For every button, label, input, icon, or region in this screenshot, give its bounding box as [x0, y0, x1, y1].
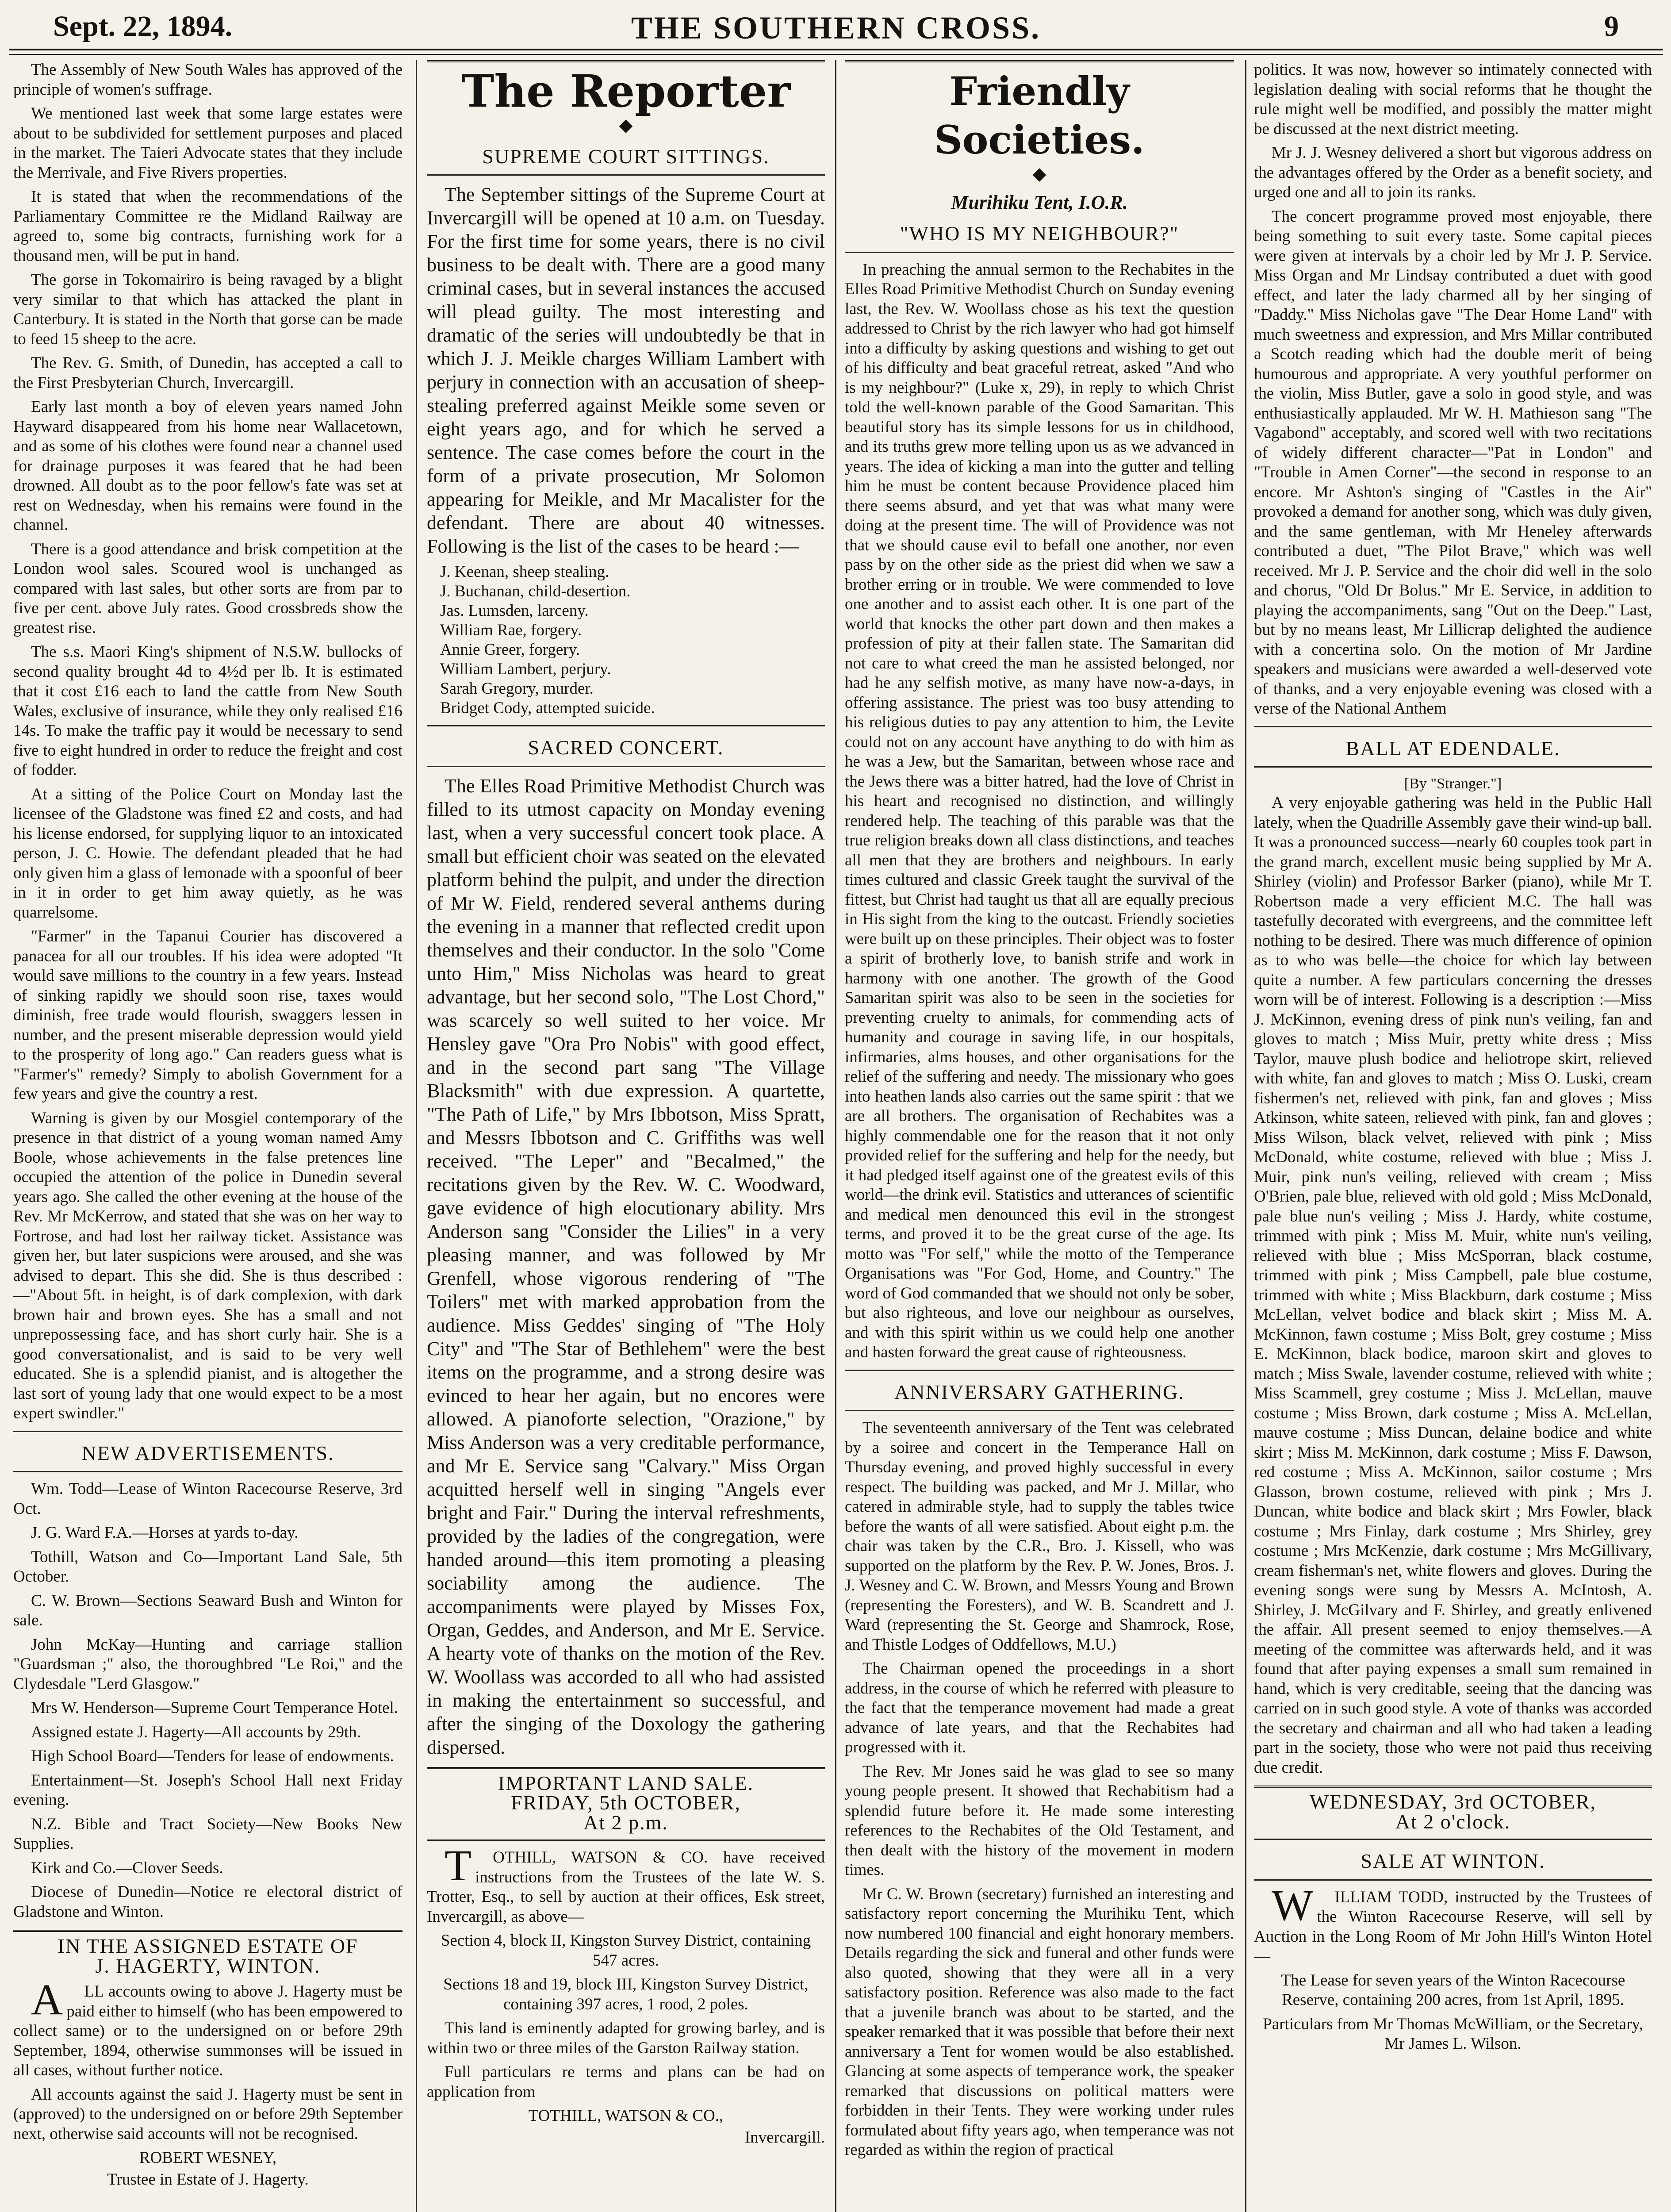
section-rule: [1254, 1786, 1652, 1788]
section-rule: [845, 1370, 1234, 1371]
section-rule: [1254, 1839, 1652, 1840]
column-4: [1254, 60, 1652, 2212]
estate-paragraph: All accounts against the said J. Hagerty must be sent in (approved) to the undersigned on or before 29th September next, otherwise said accounts will not be recognised.: [13, 2085, 402, 2143]
newspaper-title: THE SOUTHERN CROSS.: [631, 10, 1041, 46]
section-rule: [845, 60, 1234, 62]
notice-time: At 2 o'clock.: [1395, 1810, 1511, 1833]
section-rule: [13, 1930, 402, 1932]
concert-paragraph: The Elles Road Primitive Methodist Church was filled to its utmost capacity on Monday evening last, when a very successful concert took place. A small but efficient choir was seated on the elevated platform behind the pulpit, and under the direction of Mr W. Field, rendered several anthems during the evening in a manner that reflected credit upon themselves and their conductor. In the solo "Come unto Him," Miss Nicholas was heard to great advantage, but her second solo, "The Lost Chord," was scarcely so well suited to her voice. Mr Hensley gave "Ora Pro Nobis" with good effect, and in the second part sang "The Village Blacksmith" with due expression. A quartette, "The Path of Life," by Mrs Ibbotson, Miss Spratt, and Messrs Ibbotson and C. Griffiths was well received. "The Leper" and "Becalmed," the recitations given by the Rev. W. C. Woodward, gave evidence of high elocutionary ability. Mrs Anderson sang "Consider the Lilies" in a very pleasing manner, and was followed by Mr Grenfell, whose vigorous rendering of "The Toilers" met with marked approbation from the audience. Miss Geddes' singing of "The Holy City" and "The Star of Bethlehem" were the best items on the programme, and a strong desire was evinced to hear her again, but no encores were allowed. A pianoforte selection, "Orazione," by Miss Anderson was a very creditable performance, and Mr E. Service sang "Calvary." Miss Organ acquitted herself well in singing "Angels ever bright and Fair." During the interval refreshments, provided by the ladies of the congregation, were handed around—this item promoting a pleasing sociability among the audience. The accompaniments were played by Misses Fox, Organ, Geddes, and Anderson, and Mr E. Service. A hearty vote of thanks on the motion of the Rev. W. Woollass was accorded to all who had assisted in making the entertainment so successful, and after the singing of the Doxology the gathering dispersed.: [427, 775, 825, 1758]
ball-byline: [By "Stranger."]: [1404, 776, 1502, 792]
concert-heading: SACRED CONCERT.: [528, 736, 724, 759]
friendly-societies-heading: Friendly Societies.: [934, 68, 1145, 163]
news-paragraph: It is stated that when the recommendations of the Parliamentary Committee re the Midland Railway are agreed to, some big contracts, furnishing work for a thousand men, will be put in hand.: [13, 188, 402, 265]
case-item: Jas. Lumsden, larceny.: [440, 602, 589, 620]
land-sale-paragraph: TOTHILL, WATSON & CO. have received instructions from the Trustees of the late W. S. Trotter, Esq., to sell by auction at their offices, Esk street, Invercargill, as above—: [427, 1841, 825, 1926]
masthead-rule: [9, 49, 1663, 55]
news-paragraph: "Farmer" in the Tapanui Courier has discovered a panacea for all our troubles. If his idea were adopted "It would save millions to the country in a few years. Instead of sinking rapidly we should soon rise, taxes would diminish, free trade would flourish, swaggers lessen in number, and the present miserable depression would yield to the prosperity of long ago." Can readers guess what is "Farmer's" remedy? Simply to abolish Government for a few years and give the country a rest.: [13, 927, 402, 1103]
ad-item: J. G. Ward F.A.—Horses at yards to-day.: [31, 1524, 299, 1542]
land-sale-item: Sections 18 and 19, block III, Kingston Survey District, containing 397 acres, 1 rood, 2 poles.: [443, 1975, 809, 2013]
section-rule: [427, 1839, 825, 1841]
ad-item: C. W. Brown—Sections Seaward Bush and Winton for sale.: [13, 1591, 402, 1629]
ad-item: Entertainment—St. Joseph's School Hall next Friday evening.: [13, 1771, 402, 1809]
ad-item: Kirk and Co.—Clover Seeds.: [31, 1859, 223, 1877]
land-sale-signature-place: Invercargill.: [744, 2128, 825, 2147]
land-sale-paragraph: Full particulars re terms and plans can be had on application from: [427, 2063, 825, 2101]
section-rule: [845, 1410, 1234, 1411]
land-sale-item: Section 4, block II, Kingston Survey District, containing 547 acres.: [441, 1932, 811, 1970]
ad-item: Wm. Todd—Lease of Winton Racecourse Reserve, 3rd Oct.: [13, 1480, 402, 1518]
case-item: J. Keenan, sheep stealing.: [440, 563, 609, 581]
column-divider: [416, 60, 417, 2212]
section-rule: [427, 60, 825, 62]
section-rule: [1254, 726, 1652, 727]
news-paragraph: At a sitting of the Police Court on Monday last the licensee of the Gladstone was fined £2 and costs, and had his license endorsed, for supplying liquor to an intoxicated person, J. C. Howie. The defendant pleaded that he had only given him a glass of lemonade with a spoonful of beer in it in order to get him away quietly, as he was quarrelsome.: [13, 785, 402, 922]
case-item: J. Buchanan, child-desertion.: [440, 582, 631, 600]
ad-item: Assigned estate J. Hagerty—All accounts by 29th.: [31, 1723, 361, 1741]
estate-signature-title: Trustee in Estate of J. Hagerty.: [107, 2170, 309, 2189]
land-sale-date: FRIDAY, 5th OCTOBER,: [511, 1791, 741, 1814]
case-item: William Rae, forgery.: [440, 621, 582, 639]
notice-paragraph: WILLIAM TODD, instructed by the Trustees of the Winton Racecourse Reserve, will sell by Auction in the Long Room of Mr John Hill's Winton Hotel—: [1254, 1880, 1652, 1965]
section-rule: [427, 725, 825, 726]
section-rule: [427, 1767, 825, 1769]
section-rule: [1254, 1879, 1652, 1881]
notice-paragraph: Particulars from Mr Thomas McWilliam, or the Secretary, Mr James L. Wilson.: [1263, 2015, 1643, 2053]
ad-item: High School Board—Tenders for lease of endowments.: [31, 1747, 394, 1765]
case-item: Annie Greer, forgery.: [440, 641, 580, 659]
tent-subheading: Murihiku Tent, I.O.R.: [951, 191, 1128, 213]
news-paragraph: The Rev. G. Smith, of Dunedin, has accepted a call to the First Presbyterian Church, Invercargill.: [13, 354, 402, 392]
section-rule: [1254, 766, 1652, 768]
land-sale-signature: TOTHILL, WATSON & CO.,: [528, 2107, 724, 2125]
section-rule: [427, 766, 825, 767]
anniversary-heading: ANNIVERSARY GATHERING.: [894, 1380, 1184, 1403]
section-rule: [13, 1431, 402, 1432]
ad-item: N.Z. Bible and Tract Society—New Books New Supplies.: [13, 1815, 402, 1853]
sermon-paragraph: In preaching the annual sermon to the Rechabites in the Elles Road Primitive Methodist Church on Sunday evening last, the Rev. W. Woollass chose as his text the question addressed to Christ by the rich lawyer who had got himself into a difficulty by asking questions and wishing to get out of his difficulty and beat graceful retreat, asked "And who is my neighbour?" (Luke x, 29), in reply to which Christ told the well-known parable of the Good Samaritan. This beautiful story has its simple lessons for us in childhood, and its truths grew more telling upon us as we advanced in years. The idea of kicking a man into the gutter and telling him he must be content because Providence placed him there seems absurd, and yet that was what many were doing at the present time. The will of Providence was not that we should cause evil to befall one another, nor even pass by on the other side as the priest did when we saw a brother erring or in trouble. We were commended to love one another and to assist each other. It is one part of the world that knocks the other part down and then makes a profession of pity at their fallen state. The Samaritan did not care to what creed the man he assisted belonged, nor had he any selfish motive, as many have now-a-days, in offering assistance. The priest was too busy attending to his religious duties to pay any attention to him, the Levite could not on any account have anything to do with him as he was a Jew, but the Samaritan, between whose race and the Jews there was a bitter hatred, had the love of Christ in his heart and recognised no distinction, and willingly rendered help. The teaching of this parable was that the true religion breaks down all class distinctions, and teaches all men that they are brothers and neighbours. In early times cultured and classic Greek taught the survival of the fittest, but Christ had taught us that all are equally precious in His sight from the king to the outcast. Friendly societies were built up on these principles. Their object was to foster a spirit of brotherly love, to banish strife and work in harmony with one another. The growth of the Good Samaritan spirit was also to be seen in the societies for preventing cruelty to animals, for commending acts of humanity and courage in saving life, in our hospitals, infirmaries, alms houses, and other organisations for the relief of the suffering and needy. The missionary who goes into heathen lands also carries out the same spirit : that we are all brothers. The organisation of Rechabites was a highly commendable one for the reason that it not only provided relief for the suffering and help for the needy, but it had pledged itself against one of the greatest evils of this world—the drink evil. Statistics and utterances of scientific and medical men denounced this evil in the strongest terms, and proved it to be the great curse of the age. Its motto was "For self," while the motto of the Temperance Organisations was "For God, Home, and Country." The word of God commanded that we should not only be sober, but also righteous, and love our neighbour as ourselves, and with this spirit within us we could help one another and hasten forward the great cause of righteousness.: [845, 260, 1234, 1361]
column-divider: [1245, 60, 1246, 2212]
section-rule: [427, 174, 825, 176]
news-paragraph: We mentioned last week that some large estates were about to be subdivided for settlement purposes and placed in the market. The Taieri Advocate states that they include the Merrivale, and Five Rivers properties.: [13, 104, 402, 182]
sermon-heading: "WHO IS MY NEIGHBOUR?": [900, 222, 1179, 245]
ball-paragraph: A very enjoyable gathering was held in the Public Hall lately, when the Quadrille Assembly gave their wind-up ball. It was a pronounced success—nearly 60 couples took part in the grand march, excellent music being supplied by Mr A. Shirley (violin) and Professor Barker (piano), while Mr T. Robertson made a very efficient M.C. The hall was tastefully decorated with evergreens, and the committee left nothing to be desired. There was much difference of opinion as to who was belle—the choice for which lay between quite a number. A few particulars concerning the dresses worn will be of interest. Following is a description :—Miss J. McKinnon, evening dress of pink nun's veiling, fan and gloves to match ; Miss Muir, pretty white dress ; Miss Taylor, mauve plush bodice and heliotrope skirt, relieved with white, fan and gloves to match ; Miss O. Luski, cream fishermen's net, relieved with pink, fan and gloves ; Miss Atkinson, white sateen, relieved with pink, fan and gloves ; Miss Wilson, black velvet, relieved with pink ; Miss McDonald, white costume, relieved with blue ; Miss J. Muir, pink nun's veiling, relieved with cream ; Miss O'Brien, pale blue, relieved with old gold ; Miss McDonald, pale blue nun's veiling ; Miss J. Hardy, white costume, trimmed with pink ; Miss M. Muir, white nun's veiling, relieved with blue ; Miss McSporran, black costume, trimmed with pink ; Miss Campbell, pale blue costume, trimmed with white ; Miss Blackburn, dark costume ; Miss McLellan, velvet bodice and black skirt ; Miss M. A. McKinnon, fawn costume ; Miss Bolt, grey costume ; Miss E. McKinnon, black bodice, maroon skirt and gloves to match ; Miss Swale, lavender costume, relieved with white ; Miss Scammell, grey costume ; Miss J. McLellan, mauve costume ; Miss Brown, dark costume ; Miss A. McLellan, mauve costume ; Miss Duncan, delaine bodice and white skirt ; Miss M. McKinnon, dark costume ; Miss F. Dawson, red costume ; Miss A. McKinnon, sailor costume ; Mrs Glasson, brown costume, relieved with pink ; Mrs J. Duncan, white bodice and black skirt ; Mrs Fowler, black costume ; Mrs Finlay, dark costume ; Mrs Shirley, grey costume ; Mrs McKenzie, dark costume ; Mrs McGillivary, cream fisherman's net, white flowers and gloves. During the evening songs were sung by Messrs A. McIntosh, A. Shirley, J. McGilvary and F. Shirley, and greatly enlivened the affair. All present seemed to enjoy themselves.—A meeting of the committee was afterwards held, and it was found that after paying expenses a small sum remained in hand, which is very creditable, seeing that the dancing was carried on in such good style. A vote of thanks was accorded the secretary and chairman and all who had taken a leading part in the society, those who were not paid thus receiving due credit.: [1254, 794, 1652, 1777]
ads-heading: NEW ADVERTISEMENTS.: [81, 1441, 334, 1464]
land-sale-heading: IMPORTANT LAND SALE.: [498, 1771, 754, 1794]
anniversary-paragraph: The Chairman opened the proceedings in a short address, in the course of which he referred with pleasure to the fact that the temperance movement had made a great advance of late years, and that the Rechabites had progressed with it.: [845, 1659, 1234, 1756]
masthead: [53, 10, 1619, 46]
anniversary-paragraph: The Rev. Mr Jones said he was glad to see so many young people present. It showed that Rechabitism had a splendid future before it. He made some interesting references to the Rechabites of the Old Testament, and then dealt with the history of the movement in modern times.: [845, 1762, 1234, 1879]
news-paragraph: The s.s. Maori King's shipment of N.S.W. bullocks of second quality brought 4d to 4½d per lb. It is estimated that it cost £16 each to land the cattle from New South Wales, exclusive of insurance, while they only realised £16 14s. To make the traffic pay it would be necessary to send five to eight hundred in order to reduce the freight and cost of fodder.: [13, 643, 402, 779]
ad-item: Mrs W. Henderson—Supreme Court Temperance Hotel.: [31, 1699, 399, 1717]
news-paragraph: Early last month a boy of eleven years named John Hayward disappeared from his home near Wallacetown, and as some of his clothes were found near a channel used for drainage purposes it was feared that he had been drowned. All doubt as to the poor fellow's fate was set at rest on Wednesday, when his remains were found in the channel.: [13, 398, 402, 534]
notice-date: WEDNESDAY, 3rd OCTOBER,: [1309, 1790, 1597, 1813]
anniversary-continued: Mr J. J. Wesney delivered a short but vigorous address on the advantages offered by the Order as a benefit society, and urged one and all to join its ranks.: [1254, 144, 1652, 201]
news-paragraph: Warning is given by our Mosgiel contemporary of the presence in that district of a young woman named Amy Boole, whose achievements in the false pretences line occupied the attention of the police in Dunedin several years ago. She called the other evening at the house of the Rev. Mr McKerrow, and stated that she was on her way to Fortrose, and had lost her railway ticket. Assistance was given her, but later suspicions were aroused, and she was advised to depart. This she did. She is thus described :—"About 5ft. in height, is of dark complexion, with dark brown hair and brown eyes. She has a small and not unprepossessing face, and has short curly hair. She is a good conversationalist, and is said to be very well educated. She is a splendid pianist, and is altogether the last sort of young lady that one would expect to be a most expert swindler.": [13, 1109, 402, 1422]
case-item: William Lambert, perjury.: [440, 660, 611, 678]
ad-item: Tothill, Watson and Co—Important Land Sale, 5th October.: [13, 1548, 402, 1586]
anniversary-paragraph: Mr C. W. Brown (secretary) furnished an interesting and satisfactory report concerning the Murihiku Tent, which now numbered 100 financial and eight honorary members. Details regarding the sick and funeral and other funds were also quoted, showing that they were all in a very satisfactory position. Reference was also made to the fact that a juvenile branch was about to be started, and the speaker remarked that it was possible that before their next anniversary a Tent for women would be also established. Glancing at some aspects of temperance work, the speaker remarked that discussions on political matters were forbidden in their Tents. They were working under rules formulated about fifty years ago, when temperance was not regarded as within the region of practical: [845, 1885, 1234, 2159]
news-paragraph: The Assembly of New South Wales has approved of the principle of women's suffrage.: [13, 61, 402, 99]
column-3: [845, 60, 1234, 2212]
anniversary-continued: The concert programme proved most enjoyable, there being something to suit every taste. Some capital pieces were given at intervals by a choir led by Mr J. P. Service. Miss Organ and Mr Lindsay contributed a duet with good effect, and later the lady charmed all by her singing of "Daddy." Miss Nicholas gave "The Dear Home Land" with much sweetness and expression, and Mrs Millar contributed a Scotch reading which had the double merit of being humourous and appropriate. A very youthful performer on the violin, Miss Butler, gave a solo in good style, and was enthusiastically applauded. Mr W. H. Mathieson sang "The Vagabond" acceptably, and scored well with two recitations of widely different character—"Pat in London" and "Trouble in Amen Corner"—the second in response to an encore. Mr Ashton's singing of "Castles in the Air" provoked a demand for another song, which was duly given, and the same gentleman, with Mr Heneley afterwards contributed a duet, "The Pilot Brave," which was well received. Mr J. P. Service and the choir did well in the solo and chorus, "Old Dr Bolus." Mr E. Service, in addition to playing the accompaniments, sang "Out on the Deep." Last, but by no means least, Mr Lillicrap delighted the audience with a concertina solo. On the motion of Mr Jardine speakers and musicians were awarded a well-deserved vote of thanks, and a very enjoyable evening was closed with a verse of the National Anthem: [1254, 207, 1652, 718]
ad-item: Diocese of Dunedin—Notice re electoral district of Gladstone and Winton.: [13, 1883, 402, 1921]
land-sale-paragraph: This land is eminently adapted for growing barley, and is within two or three miles of the Garston Railway station.: [427, 2019, 825, 2057]
estate-heading-name: J. HAGERTY, WINTON.: [95, 1954, 321, 1977]
anniversary-paragraph: The seventeenth anniversary of the Tent was celebrated by a soiree and concert in the Temperance Hall on Thursday evening, and proved highly successful in every respect. The building was packed, and Mr J. Millar, who catered in admirable style, had to supply the tables twice before the wants of all were satisfied. About eight p.m. the chair was taken by the C.R., Bro. J. Kissell, who was supported on the platform by the Rev. P. W. Jones, Bros. J. J. Wesney and C. W. Brown, and Messrs Young and Brown (representing the Foresters), and W. B. Scandrett and J. Ward (representing the St. George and Shamrock, Rose, and Thistle Lodges of Oddfellows, M.U.): [845, 1419, 1234, 1654]
notice-heading: SALE AT WINTON.: [1361, 1850, 1545, 1872]
news-paragraph: There is a good attendance and brisk competition at the London wool sales. Scoured wool is unchanged as compared with last sales, but other sorts are from par to five per cent. above July rates. Good crossbreds show the greatest rise.: [13, 540, 402, 637]
reporter-heading: The Reporter: [461, 65, 791, 117]
case-list: [440, 562, 825, 718]
section-rule: [845, 252, 1234, 253]
estate-paragraph: ALL accounts owing to above J. Hagerty must be paid either to himself (who has been empowered to collect same) or to the undersigned on or before 29th September, 1894, otherwise summonses will be issued in all cases, without further notice.: [13, 1975, 402, 2079]
page-number: 9: [1604, 10, 1619, 42]
court-heading: SUPREME COURT SITTINGS.: [482, 145, 770, 168]
section-rule: [13, 1471, 402, 1472]
notice-paragraph: The Lease for seven years of the Winton Racecourse Reserve, containing 200 acres, from 1st April, 1895.: [1280, 1971, 1625, 2009]
ornament-icon: ◆: [619, 115, 633, 135]
column-divider: [835, 60, 836, 2212]
case-item: Sarah Gregory, murder.: [440, 680, 594, 698]
column-1: [13, 60, 402, 2212]
ball-heading: BALL AT EDENDALE.: [1345, 737, 1560, 760]
anniversary-continued: politics. It was now, however so intimately connected with legislation dealing with social reforms that he thought the rule might well be modified, and possibly the matter might be discussed at the next district meeting.: [1254, 61, 1652, 138]
issue-date: Sept. 22, 1894.: [53, 10, 233, 42]
court-paragraph: The September sittings of the Supreme Court at Invercargill will be opened at 10 a.m. on Tuesday. For the first time for some years, there is no civil business to be dealt with. There are a good many criminal cases, but in several instances the accused will plead guilty. The most interesting and dramatic of the series will undoubtedly be that in which J. J. Meikle charges William Lambert with perjury in connection with an accusation of sheep-stealing preferred against Meikle some seven or eight years ago, and for which he served a sentence. The case comes before the court in the form of a private prosecution, Mr Solomon appearing for Meikle, and Mr Macalister for the defendant. There are about 40 witnesses. Following is the list of the cases to be heard :—: [427, 184, 825, 557]
ad-item: John McKay—Hunting and carriage stallion "Guardsman ;" also, the thoroughbred "Le Roi," and the Clydesdale "Lerd Glasgow.": [13, 1635, 402, 1693]
land-sale-time: At 2 p.m.: [583, 1811, 668, 1834]
case-item: Bridget Cody, attempted suicide.: [440, 699, 655, 717]
news-paragraph: The gorse in Tokomairiro is being ravaged by a blight very similar to that which has attacked the plant in Canterbury. It is stated in the North that gorse can be made to feed 15 sheep to the acre.: [13, 271, 402, 348]
column-2: [427, 60, 825, 2212]
estate-heading: IN THE ASSIGNED ESTATE OF: [57, 1935, 358, 1957]
ornament-icon: ◆: [1032, 164, 1046, 184]
estate-signature: ROBERT WESNEY,: [139, 2149, 277, 2167]
